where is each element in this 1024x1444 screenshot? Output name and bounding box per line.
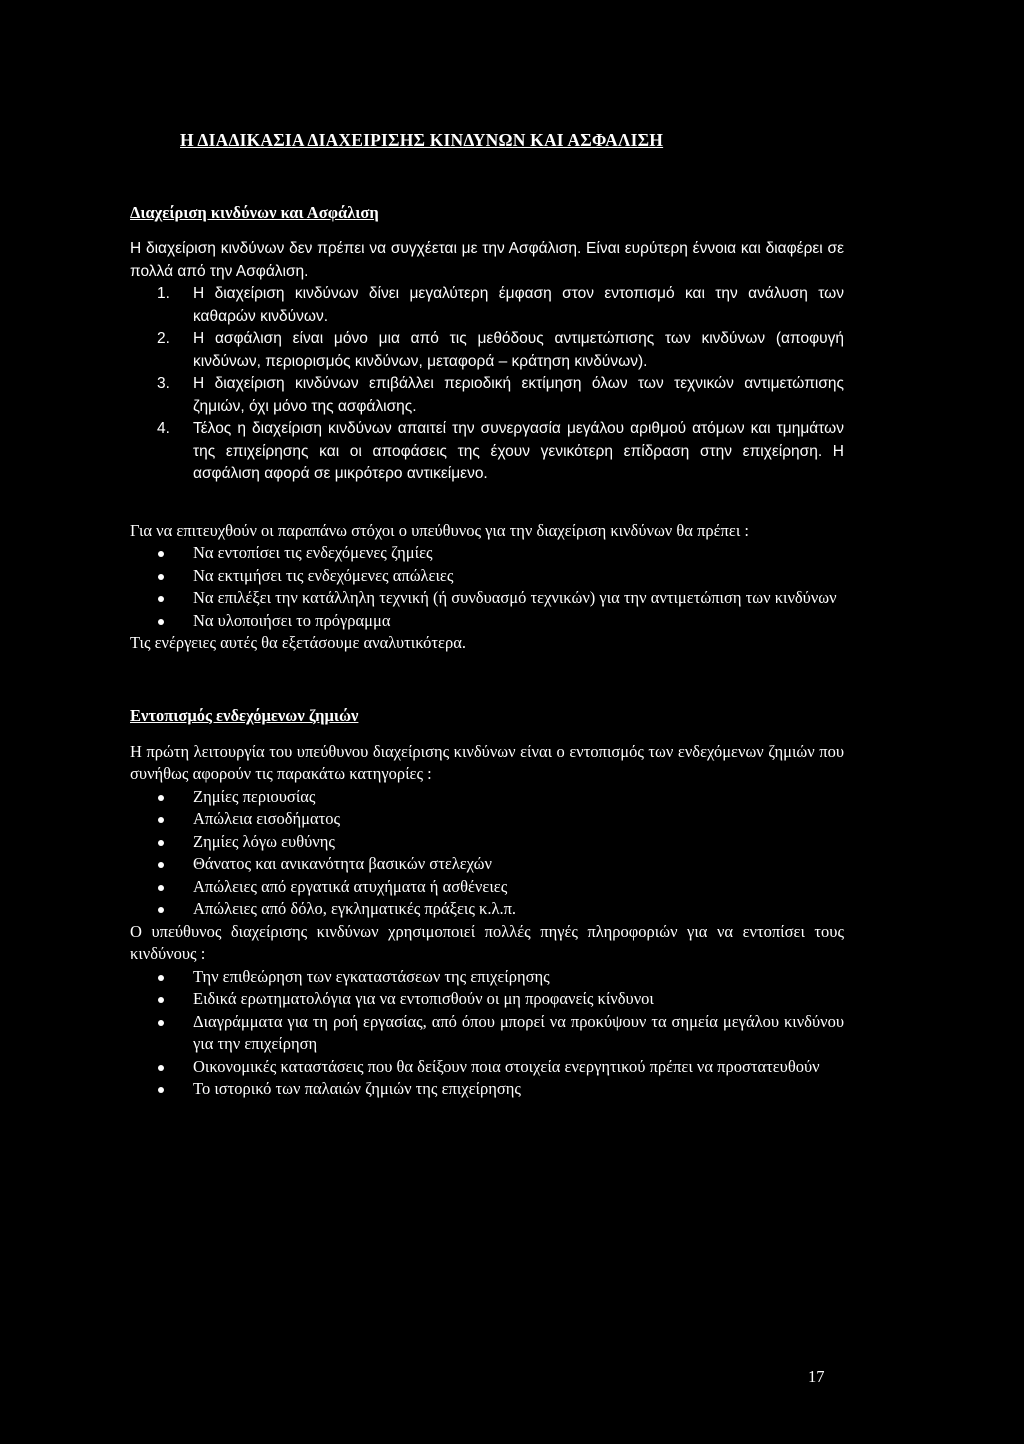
- goals-outro: Τις ενέργειες αυτές θα εξετάσουμε αναλυτικότερα.: [130, 633, 466, 652]
- bullet-icon: [158, 885, 164, 891]
- list-item-text: Η διαχείριση κινδύνων επιβάλλει περιοδική εκτίμηση όλων των τεχνικών αντιμετώπισης ζημιών, όχι μόνο της ασφάλισης.: [193, 375, 844, 415]
- list-item: [130, 283, 844, 328]
- list-item-text: Τέλος η διαχείριση κινδύνων απαιτεί την συνεργασία μεγάλου αριθμού ατόμων και τμημάτων της επιχείρησης και οι αποφάσεις της έχουν γενικότερη επίδραση στην επιχείρηση. Η ασφάλιση αφορά σε μικρότερο αντικείμενο.: [193, 420, 844, 482]
- bullet-icon: [158, 795, 164, 801]
- list-item-text: Απώλεια εισοδήματος: [193, 809, 341, 828]
- list-item: [130, 328, 844, 373]
- list-item-text: Απώλειες από εργατικά ατυχήματα ή ασθένειες: [193, 876, 508, 896]
- list-item-number: 3.: [157, 375, 170, 392]
- list-item-text: Απώλειες από δόλο, εγκληματικές πράξεις κ.λ.π.: [193, 899, 517, 918]
- list-item-number: 4.: [157, 420, 170, 437]
- list-item: [130, 542, 844, 565]
- list-item: [130, 966, 844, 989]
- page-number: 17: [808, 1367, 825, 1386]
- bullet-icon: [158, 907, 164, 913]
- bullet-icon: [158, 997, 164, 1003]
- list-item-text: Η διαχείριση κινδύνων δίνει μεγαλύτερη έμφαση στον εντοπισμό και την ανάλυση των καθαρών κινδύνων.: [193, 285, 844, 325]
- list-item-number: 1.: [157, 285, 170, 302]
- list-item: [130, 610, 844, 633]
- page-content: [130, 128, 844, 1101]
- document-title: Η ΔΙΑΔΙΚΑΣΙΑ ΔΙΑΧΕΙΡΙΣΗΣ ΚΙΝΔΥΝΩΝ ΚΑΙ ΑΣΦΑΛΙΣΗ: [180, 130, 664, 150]
- list-item: [130, 988, 844, 1011]
- section1-intro: Η διαχείριση κινδύνων δεν πρέπει να συγχέεται με την Ασφάλιση. Είναι ευρύτερη έννοια και διαφέρει σε πολλά από την Ασφάλιση.: [130, 240, 844, 280]
- list-item: [130, 587, 844, 610]
- goals-list: [130, 542, 844, 632]
- bullet-icon: [158, 596, 164, 602]
- list-item: [130, 1011, 844, 1056]
- list-item: [130, 373, 844, 418]
- list-item-text: Διαγράμματα για τη ροή εργασίας, από όπου μπορεί να προκύψουν τα σημεία μεγάλου κινδύνου για την επιχείρηση: [193, 1011, 844, 1053]
- sources-intro: Ο υπεύθυνος διαχείρισης κινδύνων χρησιμοποιεί πολλές πηγές πληροφοριών για να εντοπίσει τους κινδύνους :: [130, 921, 844, 963]
- list-item-text: Ζημίες περιουσίας: [193, 786, 316, 806]
- list-item-text: Να εκτιμήσει τις ενδεχόμενες απώλειες: [193, 565, 454, 585]
- list-item-text: Να υλοποιήσει το πρόγραμμα: [193, 610, 391, 630]
- list-item-number: 2.: [157, 330, 170, 347]
- list-item: [130, 853, 844, 876]
- list-item-text: Η ασφάλιση είναι μόνο μια από τις μεθόδους αντιμετώπισης των κινδύνων (αποφυγή κινδύνων, περιορισμός κινδύνων, μεταφορά – κράτηση κινδύνων).: [193, 330, 844, 370]
- list-item-text: Να επιλέξει την κατάλληλη τεχνική (ή συνδυασμό τεχνικών) για την αντιμετώπιση των κινδύνων: [193, 588, 837, 607]
- list-item: [130, 876, 844, 899]
- bullet-icon: [158, 862, 164, 868]
- section-heading-loss-identification: Εντοπισμός ενδεχόμενων ζημιών: [130, 705, 359, 725]
- goals-intro: Για να επιτευχθούν οι παραπάνω στόχοι ο υπεύθυνος για την διαχείριση κινδύνων θα πρέπει :: [130, 520, 749, 540]
- list-item: [130, 565, 844, 588]
- bullet-icon: [158, 574, 164, 580]
- bullet-icon: [158, 1020, 164, 1026]
- differences-list: [130, 283, 844, 486]
- list-item: [130, 831, 844, 854]
- bullet-icon: [158, 1087, 164, 1093]
- list-item: [130, 898, 844, 921]
- list-item: [130, 418, 844, 486]
- bullet-icon: [158, 551, 164, 557]
- list-item-text: Ειδικά ερωτηματολόγια για να εντοπισθούν οι μη προφανείς κίνδυνοι: [193, 989, 654, 1008]
- list-item-text: Να εντοπίσει τις ενδεχόμενες ζημίες: [193, 543, 433, 562]
- section2-intro: Η πρώτη λειτουργία του υπεύθυνου διαχείρισης κινδύνων είναι ο εντοπισμός των ενδεχόμενων ζημιών που συνήθως αφορούν τις παρακάτω κατηγορίες :: [130, 741, 844, 783]
- section1-body: [130, 238, 844, 486]
- list-item-text: Οικονομικές καταστάσεις που θα δείξουν ποια στοιχεία ενεργητικού πρέπει να προστατευθούν: [193, 1056, 820, 1076]
- information-sources-list: [130, 966, 844, 1101]
- section-heading-risk-management: Διαχείριση κινδύνων και Ασφάλιση: [130, 203, 379, 222]
- bullet-icon: [158, 840, 164, 846]
- bullet-icon: [158, 817, 164, 823]
- list-item: [130, 808, 844, 831]
- bullet-icon: [158, 975, 164, 981]
- list-item-text: Ζημίες λόγω ευθύνης: [193, 831, 335, 851]
- loss-categories-list: [130, 786, 844, 921]
- list-item-text: Την επιθεώρηση των εγκαταστάσεων της επιχείρησης: [193, 966, 550, 986]
- list-item-text: Το ιστορικό των παλαιών ζημιών της επιχείρησης: [193, 1079, 521, 1098]
- list-item: [130, 1056, 844, 1079]
- list-item: [130, 786, 844, 809]
- list-item-text: Θάνατος και ανικανότητα βασικών στελεχών: [193, 854, 492, 873]
- bullet-icon: [158, 1065, 164, 1071]
- list-item: [130, 1078, 844, 1101]
- bullet-icon: [158, 619, 164, 625]
